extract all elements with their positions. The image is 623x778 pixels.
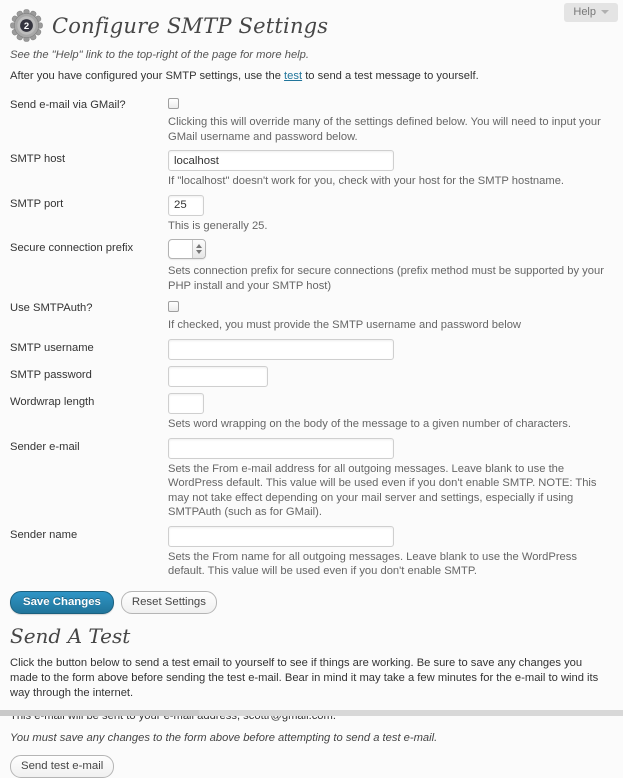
save-changes-button[interactable]: Save Changes: [10, 591, 114, 614]
reset-settings-button[interactable]: Reset Settings: [121, 591, 217, 614]
smtp-settings-form: [10, 90, 613, 579]
send-a-test-heading: Send A Test: [10, 623, 131, 648]
gmail-checkbox[interactable]: [168, 98, 179, 109]
test-link[interactable]: test: [284, 70, 303, 82]
sender-email-input[interactable]: [168, 438, 394, 459]
send-test-button-row: [10, 755, 613, 778]
help-tab[interactable]: [564, 3, 618, 22]
field-label: Sender e-mail: [10, 440, 80, 453]
wordwrap-length-input[interactable]: [168, 393, 204, 414]
form-row: [10, 520, 613, 579]
form-row: [10, 360, 613, 387]
bottom-edge-strip: [0, 710, 623, 716]
form-row: [10, 233, 613, 293]
page-header: [10, 0, 613, 42]
sender-name-input[interactable]: [168, 526, 394, 547]
smtp-host-input[interactable]: [168, 150, 394, 171]
smtp-password-input[interactable]: [168, 366, 268, 387]
form-row: [10, 293, 613, 333]
intro-paragraph: [10, 70, 613, 82]
help-tab-label: Help: [573, 6, 596, 18]
field-label: Use SMTPAuth?: [10, 302, 93, 315]
form-row: [10, 90, 613, 144]
smtp-username-input[interactable]: [168, 339, 394, 360]
form-row: [10, 189, 613, 234]
intro-pre-link-text: After you have configured your SMTP settings, use the: [10, 70, 285, 82]
form-row: [10, 333, 613, 360]
smtp-port-input[interactable]: [168, 195, 204, 216]
chevron-down-icon: [196, 250, 202, 254]
field-description: If "localhost" doesn't work for you, check with your host for the SMTP hostname.: [168, 175, 565, 188]
field-label: SMTP password: [10, 368, 92, 381]
form-row: [10, 144, 613, 189]
field-description: Clicking this will override many of the settings defined below. You will need to input your GMail username and password below.: [168, 116, 601, 143]
field-description: Sets connection prefix for secure connections (prefix method must be supported by your PHP install and your SMTP host): [168, 265, 604, 292]
form-row: [10, 387, 613, 432]
chevron-down-icon: [601, 10, 609, 14]
svg-text:2: 2: [23, 21, 30, 32]
secure-prefix-select-value: [169, 240, 192, 258]
field-label: Secure connection prefix: [10, 242, 134, 255]
field-description: Sets the From e-mail address for all outgoing messages. Leave blank to use the WordPress default. This value will be used even if you don't enable SMTP. NOTE: This may not take effect depending on your mail server and settings, especially if using SMTPAuth (such as for GMail).: [168, 462, 597, 519]
form-row: [10, 432, 613, 520]
field-label: Send e-mail via GMail?: [10, 99, 126, 111]
send-test-instructions: Click the button below to send a test email to yourself to see if things are working. Be sure to save any changes you made to the form above before sending the test e-mail. Bear in mind it may take a few minutes for the e-mail to wind its way through the internet.: [10, 656, 599, 699]
page-title: Configure SMTP Settings: [52, 13, 329, 38]
field-description: Sets the From name for all outgoing messages. Leave blank to use the WordPress default. This value will be used even if you don't enable SMTP.: [168, 550, 577, 578]
field-description: Sets word wrapping on the body of the message to a given number of characters.: [168, 417, 571, 430]
field-description: If checked, you must provide the SMTP username and password below: [168, 319, 522, 332]
field-description: This is generally 25.: [168, 219, 268, 232]
gear-icon: [10, 9, 43, 42]
chevron-up-icon: [196, 244, 202, 248]
send-test-email-button[interactable]: Send test e-mail: [10, 755, 114, 778]
submit-row: [10, 591, 613, 614]
field-label: Sender name: [10, 528, 78, 541]
field-label: SMTP host: [10, 153, 66, 166]
intro-post-link-text: to send a test message to yourself.: [302, 70, 479, 82]
help-note: See the "Help" link to the top-right of the page for more help.: [10, 49, 309, 61]
send-test-warning: You must save any changes to the form above before attempting to send a test e-mail.: [10, 732, 438, 745]
select-stepper-arrows-icon: [192, 240, 205, 258]
secure-prefix-select[interactable]: [168, 239, 206, 259]
field-label: SMTP username: [10, 341, 94, 354]
smtpauth-checkbox[interactable]: [168, 301, 179, 312]
field-label: Wordwrap length: [10, 395, 95, 408]
field-label: SMTP port: [10, 197, 64, 210]
